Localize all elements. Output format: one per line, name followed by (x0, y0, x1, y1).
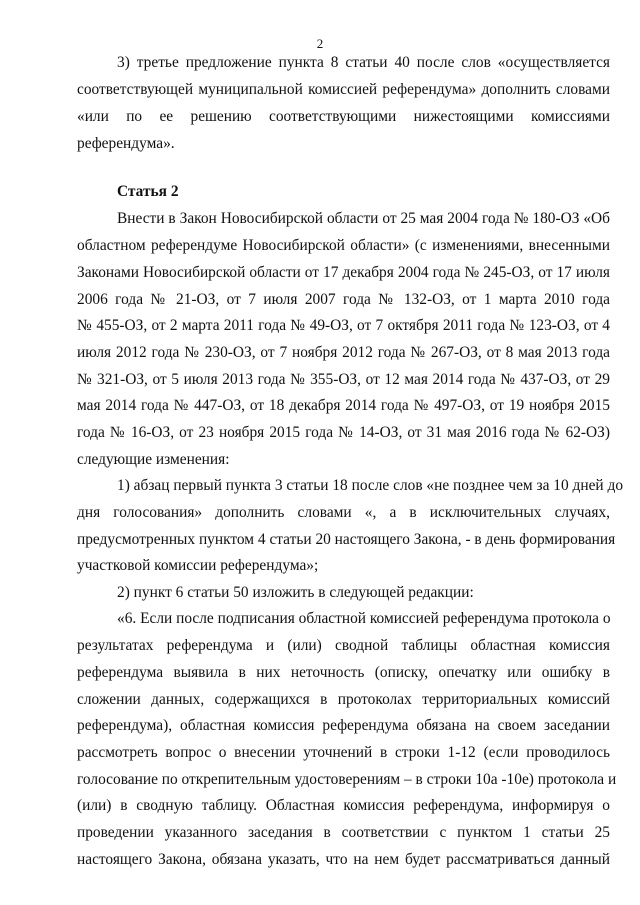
paragraph-4-line-1: 2) пункт 6 статьи 50 изложить в следующей редакции: (117, 584, 474, 601)
paragraph-2-line-5: № 455-ОЗ, от 2 марта 2011 года № 49-ОЗ, от 7 октября 2011 года № 123-ОЗ, от 4 (77, 317, 610, 334)
paragraph-5-line-3: референдума выявила в них неточность (описку, опечатку или ошибку в (77, 664, 610, 681)
paragraph-2-line-6: июля 2012 года № 230-ОЗ, от 7 ноября 2012 года № 267-ОЗ, от 8 мая 2013 года (77, 344, 610, 361)
paragraph-5-line-9: проведении указанного заседания в соответствии с пунктом 1 статьи 25 (77, 824, 610, 841)
paragraph-2-line-2: областном референдуме Новосибирской области» (с изменениями, внесенными (77, 237, 610, 254)
paragraph-1-line-2: соответствующей муниципальной комиссией референдума» дополнить словами (77, 81, 610, 98)
paragraph-5-line-7: голосование по открепительным удостоверениям – в строки 10а -10е) протокола и (77, 771, 617, 788)
paragraph-3-line-2: дня голосования» дополнить словами «, а в исключительных случаях, (77, 504, 610, 521)
paragraph-2-line-3: Законами Новосибирской области от 17 декабря 2004 года № 245-ОЗ, от 17 июля (77, 264, 610, 281)
page-number: 2 (316, 36, 324, 51)
paragraph-5-line-8: (или) в сводную таблицу. Областная комиссия референдума, информируя о (77, 797, 610, 814)
paragraph-5-line-6: рассмотреть вопрос о внесении уточнений в строки 1-12 (если проводилось (77, 744, 610, 761)
paragraph-2-line-8: мая 2014 года № 447-ОЗ, от 18 декабря 2014 года № 497-ОЗ, от 19 ноября 2015 (77, 397, 610, 414)
paragraph-5-line-1: «6. Если после подписания областной комиссией референдума протокола о (117, 610, 611, 627)
paragraph-5-line-5: референдума), областная комиссия референдума обязана на своем заседании (77, 717, 610, 734)
paragraph-5-line-4: сложении данных, содержащихся в протоколах территориальных комиссий (77, 691, 610, 708)
paragraph-2-line-1: Внести в Закон Новосибирской области от 25 мая 2004 года № 180-ОЗ «Об (117, 210, 610, 227)
paragraph-2-line-4: 2006 года № 21-ОЗ, от 7 июля 2007 года № 132-ОЗ, от 1 марта 2010 года (77, 291, 610, 308)
paragraph-5-line-2: результатах референдума и (или) сводной таблицы областная комиссия (77, 637, 610, 654)
paragraph-3-line-4: участковой комиссии референдума»; (77, 557, 319, 574)
paragraph-5-line-10: настоящего Закона, обязана указать, что на нем будет рассматриваться данный (77, 851, 610, 868)
paragraph-1-line-1: 3) третье предложение пункта 8 статьи 40 после слов «осуществляется (117, 54, 610, 71)
article-heading: Статья 2 (117, 183, 179, 200)
paragraph-2-line-10: следующие изменения: (77, 451, 230, 468)
paragraph-2-line-7: № 321-ОЗ, от 5 июля 2013 года № 355-ОЗ, от 12 мая 2014 года № 437-ОЗ, от 29 (77, 371, 610, 388)
paragraph-1-line-3: «или по ее решению соответствующими нижестоящими комиссиями (77, 108, 610, 125)
paragraph-1-line-4: референдума». (77, 135, 175, 152)
paragraph-3-line-3: предусмотренных пунктом 4 статьи 20 настоящего Закона, - в день формирования (77, 531, 616, 548)
paragraph-2-line-9: года № 16-ОЗ, от 23 ноября 2015 года № 14-ОЗ, от 31 мая 2016 года № 62-ОЗ) (77, 424, 610, 441)
paragraph-3-line-1: 1) абзац первый пункта 3 статьи 18 после слов «не позднее чем за 10 дней до (117, 477, 624, 494)
